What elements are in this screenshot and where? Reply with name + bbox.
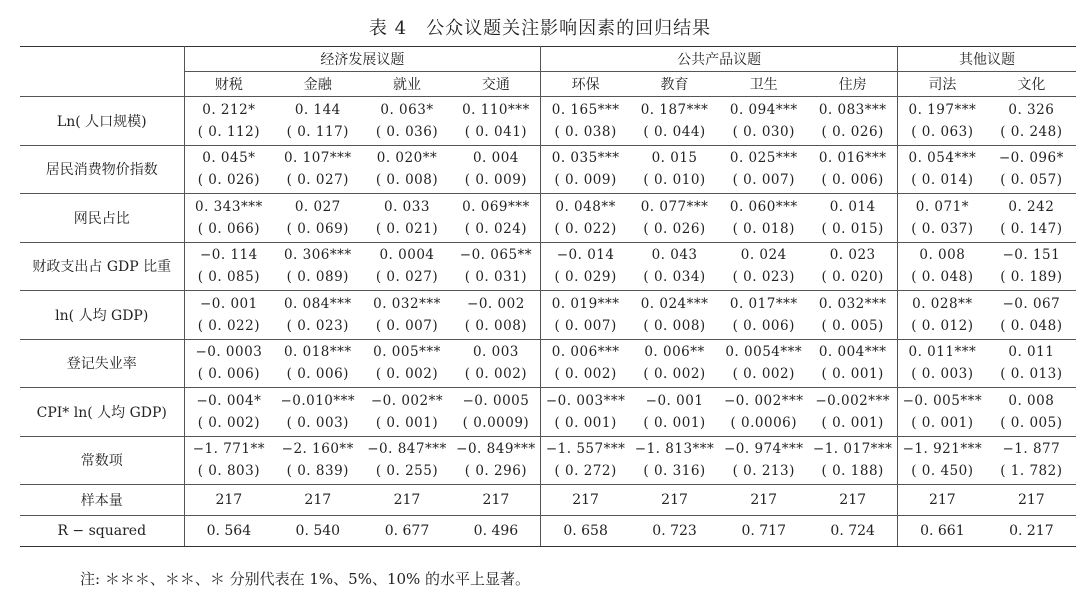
coefficient: 0. 019*** — [551, 295, 620, 312]
coefficient: 0. 008 — [1008, 392, 1055, 409]
coefficient: 0. 027 — [294, 198, 341, 215]
row-label: 登记失业率 — [20, 339, 184, 388]
standard-error: ( 0. 008) — [643, 317, 706, 334]
coefficient: 0. 144 — [294, 101, 341, 118]
standard-error: ( 0. 015) — [821, 220, 884, 237]
standard-error: ( 0. 048) — [1000, 317, 1063, 334]
table-cell — [452, 339, 541, 388]
standard-error: ( 0. 002) — [643, 366, 706, 383]
table-cell — [273, 97, 362, 146]
standard-error: ( 0. 013) — [1000, 366, 1063, 383]
coefficient: 0. 107*** — [283, 150, 352, 167]
table-cell — [808, 145, 897, 194]
table-body — [20, 97, 1076, 547]
coefficient: −0. 0003 — [195, 344, 263, 361]
standard-error: ( 0. 001) — [643, 414, 706, 431]
standard-error: ( 0. 213) — [732, 463, 795, 480]
table-cell — [898, 436, 987, 485]
standard-error: ( 0. 044) — [643, 123, 706, 140]
coefficient: −0.010*** — [280, 392, 356, 409]
coefficient: 0. 016*** — [818, 150, 887, 167]
table-cell — [273, 145, 362, 194]
coefficient: −1. 877 — [1002, 441, 1061, 458]
row-label: 居民消费物价指数 — [20, 145, 184, 194]
standard-error: ( 0. 026) — [197, 172, 260, 189]
table-cell — [808, 291, 897, 340]
column-header: 住房 — [808, 72, 897, 97]
standard-error: ( 0. 007) — [375, 317, 439, 334]
table-cell — [541, 388, 630, 437]
coefficient: 0. 110*** — [462, 101, 530, 118]
table-cell — [630, 242, 719, 291]
coefficient: 0. 054*** — [908, 150, 977, 167]
standard-error: ( 0. 027) — [375, 269, 439, 286]
coefficient: 0. 025*** — [729, 150, 798, 167]
table-row — [20, 485, 1076, 516]
coefficient: −0. 096* — [998, 150, 1064, 167]
table-row — [20, 291, 1076, 340]
coefficient: 0. 187*** — [640, 101, 709, 118]
coefficient: −0. 002 — [467, 295, 525, 312]
table-cell — [630, 436, 719, 485]
row-label: CPI* ln( 人均 GDP) — [20, 388, 184, 437]
coefficient: −0. 847*** — [367, 441, 447, 458]
standard-error: ( 0. 066) — [197, 220, 260, 237]
coefficient: 0. 0054*** — [725, 344, 803, 361]
column-header: 教育 — [630, 72, 719, 97]
standard-error: ( 0. 031) — [464, 269, 528, 286]
coefficient: −0. 002*** — [723, 392, 804, 409]
table-cell: 217 — [898, 485, 987, 516]
table-row — [20, 339, 1076, 388]
coefficient: 0. 094*** — [729, 101, 798, 118]
table-cell: 0. 717 — [719, 516, 808, 547]
standard-error: ( 0. 036) — [375, 123, 439, 140]
coefficient: −0. 004* — [196, 392, 262, 409]
coefficient: −0. 974*** — [723, 441, 804, 458]
table-cell — [630, 97, 719, 146]
table-cell — [541, 339, 630, 388]
standard-error: ( 0. 002) — [464, 366, 528, 383]
table-cell: 217 — [541, 485, 630, 516]
table-cell: 0. 661 — [898, 516, 987, 547]
coefficient: 0. 018*** — [283, 344, 352, 361]
standard-error: ( 0. 034) — [643, 269, 706, 286]
table-cell — [362, 339, 451, 388]
table-cell — [987, 145, 1076, 194]
standard-error: ( 0. 001) — [821, 366, 884, 383]
coefficient: 0. 306*** — [283, 247, 352, 264]
standard-error: ( 0. 048) — [911, 269, 974, 286]
coefficient: 0. 326 — [1008, 101, 1055, 118]
standard-error: ( 0. 005) — [1000, 414, 1063, 431]
table-cell — [898, 145, 987, 194]
table-cell — [541, 291, 630, 340]
standard-error: ( 0. 009) — [554, 172, 617, 189]
table-cell — [362, 145, 451, 194]
table-cell — [184, 194, 273, 243]
coefficient: −0. 002** — [370, 392, 444, 409]
table-cell — [452, 291, 541, 340]
table-row — [20, 436, 1076, 485]
row-label: 常数项 — [20, 436, 184, 485]
standard-error: ( 0. 007) — [732, 172, 795, 189]
standard-error: ( 0. 450) — [911, 463, 974, 480]
table-cell — [898, 291, 987, 340]
table-cell — [719, 339, 808, 388]
coefficient: 0. 0004 — [379, 247, 435, 264]
coefficient: −0. 065** — [459, 247, 533, 264]
standard-error: ( 0. 085) — [197, 269, 260, 286]
table-cell — [541, 242, 630, 291]
standard-error: ( 0. 147) — [1000, 220, 1063, 237]
group-header-other: 其他议题 — [898, 47, 1076, 72]
table-cell — [808, 194, 897, 243]
table-cell — [987, 436, 1076, 485]
table-cell — [184, 145, 273, 194]
standard-error: ( 0. 022) — [554, 220, 617, 237]
row-label: Ln( 人口规模) — [20, 97, 184, 146]
standard-error: ( 0. 038) — [554, 123, 617, 140]
table-row — [20, 194, 1076, 243]
coefficient: −0.002*** — [815, 392, 891, 409]
table-cell — [630, 145, 719, 194]
column-header: 财税 — [184, 72, 273, 97]
table-cell — [719, 194, 808, 243]
table-cell — [452, 388, 541, 437]
coefficient: 0. 083*** — [818, 101, 887, 118]
table-cell — [987, 339, 1076, 388]
table-row — [20, 388, 1076, 437]
coefficient: −0. 003*** — [545, 392, 626, 409]
table-cell — [987, 194, 1076, 243]
standard-error: ( 0. 057) — [1000, 172, 1063, 189]
table-cell — [987, 291, 1076, 340]
coefficient: 0. 028** — [912, 295, 973, 312]
standard-error: ( 0. 005) — [821, 317, 884, 334]
coefficient: 0. 033 — [384, 198, 430, 215]
standard-error: ( 0. 803) — [197, 463, 260, 480]
table-cell — [719, 291, 808, 340]
standard-error: ( 0. 020) — [821, 269, 884, 286]
standard-error: ( 0. 037) — [911, 220, 974, 237]
standard-error: ( 0. 002) — [732, 366, 795, 383]
standard-error: ( 0. 002) — [375, 366, 439, 383]
table-cell — [452, 194, 541, 243]
row-label: 财政支出占 GDP 比重 — [20, 242, 184, 291]
table-cell: 217 — [719, 485, 808, 516]
coefficient: −0. 849*** — [456, 441, 536, 458]
table-cell — [273, 339, 362, 388]
coefficient: 0. 343*** — [195, 198, 263, 215]
table-cell — [987, 388, 1076, 437]
coefficient: 0. 212* — [202, 101, 256, 118]
coefficient: 0. 024*** — [640, 295, 709, 312]
table-cell — [362, 242, 451, 291]
table-cell — [898, 388, 987, 437]
standard-error: ( 0. 002) — [197, 414, 260, 431]
coefficient: −0. 001 — [199, 295, 258, 312]
coefficient: 0. 004 — [472, 150, 519, 167]
standard-error: ( 0. 112) — [197, 123, 260, 140]
coefficient: 0. 071* — [915, 198, 969, 215]
standard-error: ( 0. 021) — [375, 220, 439, 237]
standard-error: ( 0. 009) — [464, 172, 528, 189]
coefficient: 0. 020** — [376, 150, 438, 167]
standard-error: ( 0. 014) — [911, 172, 974, 189]
standard-error: ( 0. 063) — [911, 123, 974, 140]
column-header: 交通 — [452, 72, 541, 97]
standard-error: ( 0. 026) — [821, 123, 884, 140]
coefficient: −0. 151 — [1002, 247, 1061, 264]
coefficient: −1. 921*** — [902, 441, 983, 458]
coefficient: −1. 771** — [192, 441, 265, 458]
coefficient: 0. 023 — [829, 247, 876, 264]
table-cell — [273, 242, 362, 291]
table-cell — [184, 242, 273, 291]
standard-error: ( 0. 008) — [464, 317, 528, 334]
table-cell — [273, 436, 362, 485]
standard-error: ( 0. 022) — [197, 317, 260, 334]
column-header: 卫生 — [719, 72, 808, 97]
row-label: R − squared — [20, 516, 184, 547]
table-cell — [452, 242, 541, 291]
coefficient: −2. 160** — [281, 441, 354, 458]
table-cell — [987, 97, 1076, 146]
standard-error: ( 0.0006) — [730, 414, 798, 431]
column-header: 金融 — [273, 72, 362, 97]
table-cell — [808, 388, 897, 437]
coefficient: 0. 011*** — [908, 344, 977, 361]
coefficient: 0. 069*** — [462, 198, 530, 215]
table-cell: 217 — [808, 485, 897, 516]
standard-error: ( 0. 003) — [911, 366, 974, 383]
table-cell: 0. 677 — [362, 516, 451, 547]
table-cell: 0. 724 — [808, 516, 897, 547]
table-cell — [719, 388, 808, 437]
table-row — [20, 97, 1076, 146]
row-label: ln( 人均 GDP) — [20, 291, 184, 340]
coefficient: 0. 242 — [1008, 198, 1055, 215]
column-header: 文化 — [987, 72, 1076, 97]
table-cell: 0. 723 — [630, 516, 719, 547]
table-cell — [362, 97, 451, 146]
standard-error: ( 0. 041) — [464, 123, 528, 140]
standard-error: ( 0. 001) — [554, 414, 617, 431]
table-title: 表 4 公众议题关注影响因素的回归结果 — [368, 18, 712, 39]
coefficient: 0. 005*** — [373, 344, 441, 361]
table-cell — [452, 145, 541, 194]
coefficient: 0. 032*** — [818, 295, 887, 312]
table-cell: 217 — [273, 485, 362, 516]
standard-error: ( 0. 316) — [643, 463, 706, 480]
standard-error: ( 0. 089) — [286, 269, 349, 286]
standard-error: ( 0. 001) — [821, 414, 884, 431]
table-cell — [184, 97, 273, 146]
coefficient: 0. 017*** — [729, 295, 798, 312]
standard-error: ( 0. 006) — [197, 366, 260, 383]
table-cell: 0. 217 — [987, 516, 1076, 547]
coefficient: 0. 084*** — [283, 295, 352, 312]
table-cell — [184, 291, 273, 340]
standard-error: ( 0. 002) — [554, 366, 617, 383]
table-cell — [452, 97, 541, 146]
regression-table — [20, 46, 1076, 547]
standard-error: ( 0. 001) — [911, 414, 974, 431]
table-cell — [541, 194, 630, 243]
group-header-economic: 经济发展议题 — [184, 47, 541, 72]
table-cell: 217 — [362, 485, 451, 516]
coefficient: 0. 048** — [555, 198, 616, 215]
coefficient: 0. 063* — [380, 101, 434, 118]
table-cell — [273, 194, 362, 243]
standard-error: ( 1. 782) — [1000, 463, 1063, 480]
table-cell — [630, 194, 719, 243]
coefficient: 0. 032*** — [373, 295, 441, 312]
table-cell — [362, 388, 451, 437]
table-cell — [362, 194, 451, 243]
coefficient: −0. 067 — [1002, 295, 1061, 312]
table-cell — [630, 291, 719, 340]
coefficient: −0. 005*** — [902, 392, 983, 409]
table-cell: 217 — [184, 485, 273, 516]
row-label: 样本量 — [20, 485, 184, 516]
standard-error: ( 0. 255) — [375, 463, 439, 480]
standard-error: ( 0. 006) — [286, 366, 349, 383]
coefficient: 0. 024 — [740, 247, 787, 264]
table-cell — [808, 339, 897, 388]
standard-error: ( 0. 026) — [643, 220, 706, 237]
coefficient: 0. 197*** — [908, 101, 977, 118]
column-header: 就业 — [362, 72, 451, 97]
standard-error: ( 0. 006) — [732, 317, 795, 334]
table-row — [20, 242, 1076, 291]
standard-error: ( 0. 188) — [821, 463, 884, 480]
standard-error: ( 0. 024) — [464, 220, 528, 237]
standard-error: ( 0. 006) — [821, 172, 884, 189]
table-cell — [808, 436, 897, 485]
coefficient: 0. 035*** — [551, 150, 620, 167]
standard-error: ( 0. 248) — [1000, 123, 1063, 140]
table-footnote: 注: ＊＊＊、＊＊、＊ 分别代表在 1%、5%、10% 的水平上显著。 — [80, 570, 531, 588]
table-cell — [630, 388, 719, 437]
table-cell — [898, 194, 987, 243]
coefficient: −0. 001 — [645, 392, 704, 409]
standard-error: ( 0. 030) — [732, 123, 795, 140]
standard-error: ( 0. 023) — [286, 317, 349, 334]
standard-error: ( 0. 189) — [1000, 269, 1063, 286]
row-label-header — [20, 47, 184, 97]
table-row — [20, 516, 1076, 547]
table-cell — [898, 97, 987, 146]
coefficient: 0. 014 — [829, 198, 876, 215]
column-header: 司法 — [898, 72, 987, 97]
table-cell — [808, 97, 897, 146]
coefficient: 0. 015 — [651, 150, 698, 167]
coefficient: 0. 011 — [1008, 344, 1055, 361]
table-cell — [898, 339, 987, 388]
table-cell — [541, 436, 630, 485]
table-cell — [719, 97, 808, 146]
coefficient: 0. 004*** — [818, 344, 887, 361]
table-cell — [362, 436, 451, 485]
standard-error: ( 0. 003) — [286, 414, 349, 431]
table-cell — [719, 436, 808, 485]
coefficient: −0. 114 — [199, 247, 258, 264]
table-row — [20, 145, 1076, 194]
standard-error: ( 0. 839) — [286, 463, 349, 480]
coefficient: 0. 006*** — [551, 344, 620, 361]
table-cell — [362, 291, 451, 340]
table-cell — [987, 242, 1076, 291]
coefficient: −0. 014 — [556, 247, 615, 264]
standard-error: ( 0.0009) — [462, 414, 530, 431]
table-cell — [808, 242, 897, 291]
coefficient: 0. 043 — [651, 247, 698, 264]
standard-error: ( 0. 023) — [732, 269, 795, 286]
standard-error: ( 0. 012) — [911, 317, 974, 334]
coefficient: 0. 045* — [202, 150, 256, 167]
table-cell — [273, 388, 362, 437]
coefficient: −1. 813*** — [634, 441, 715, 458]
standard-error: ( 0. 069) — [286, 220, 349, 237]
table-cell: 0. 540 — [273, 516, 362, 547]
table-cell — [452, 436, 541, 485]
table-cell — [184, 339, 273, 388]
coefficient: 0. 060*** — [729, 198, 798, 215]
table-cell — [719, 145, 808, 194]
standard-error: ( 0. 029) — [554, 269, 617, 286]
coefficient: −0. 0005 — [462, 392, 530, 409]
table-cell — [184, 436, 273, 485]
coefficient: 0. 006** — [644, 344, 705, 361]
standard-error: ( 0. 008) — [375, 172, 439, 189]
table-cell — [630, 339, 719, 388]
table-cell: 0. 658 — [541, 516, 630, 547]
row-label: 网民占比 — [20, 194, 184, 243]
coefficient: 0. 003 — [472, 344, 519, 361]
standard-error: ( 0. 018) — [732, 220, 795, 237]
group-header-public-goods: 公共产品议题 — [541, 47, 898, 72]
coefficient: −1. 557*** — [545, 441, 626, 458]
standard-error: ( 0. 010) — [643, 172, 706, 189]
coefficient: 0. 077*** — [640, 198, 709, 215]
standard-error: ( 0. 117) — [286, 123, 349, 140]
column-header: 环保 — [541, 72, 630, 97]
table-cell — [273, 291, 362, 340]
table-cell — [541, 145, 630, 194]
table-cell: 217 — [630, 485, 719, 516]
coefficient: 0. 165*** — [551, 101, 620, 118]
standard-error: ( 0. 027) — [286, 172, 349, 189]
table-cell — [719, 242, 808, 291]
table-cell — [541, 97, 630, 146]
standard-error: ( 0. 001) — [375, 414, 439, 431]
standard-error: ( 0. 296) — [464, 463, 528, 480]
table-cell — [898, 242, 987, 291]
table-cell: 217 — [452, 485, 541, 516]
table-cell — [184, 388, 273, 437]
table-cell: 0. 564 — [184, 516, 273, 547]
table-cell: 0. 496 — [452, 516, 541, 547]
table-cell: 217 — [987, 485, 1076, 516]
standard-error: ( 0. 272) — [554, 463, 617, 480]
coefficient: −1. 017*** — [812, 441, 893, 458]
coefficient: 0. 008 — [919, 247, 966, 264]
standard-error: ( 0. 007) — [554, 317, 617, 334]
